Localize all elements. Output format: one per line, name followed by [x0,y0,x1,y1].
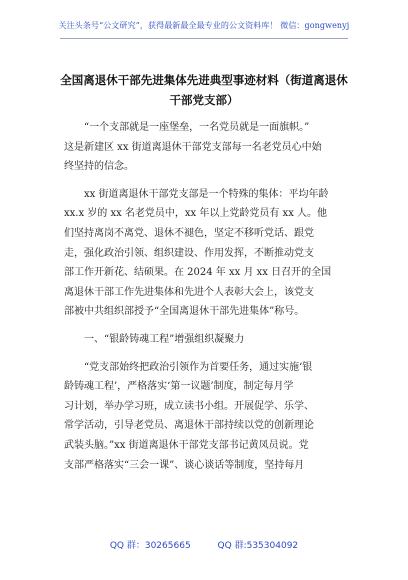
paragraph-line: 武装头脑。”xx 街道离退休干部党支部书记黄凤员说。党 [64,439,309,451]
document-title [56,70,352,110]
section-heading-text: 一、“银龄铸魂工程”增强组织凝聚力 [84,333,245,345]
header-banner: 关注头条号“公文研究”，获得最新最全最专业的公文资料库！ 微信：gongwenyj [58,21,350,30]
footer-qq-group-2: QQ 群:535304092 [217,541,299,551]
paragraph-line: 龄铸魂工程’，严格落实‘第一议题’制度，制定每月学 [64,381,294,393]
paragraph-line: 们坚持离岗不离党、退休不褪色，坚定不移听党话、跟党 [64,227,314,239]
footer-contacts [0,538,408,551]
paragraph-3 [64,358,348,476]
paragraph-line: 习计划，举办学习班，成立读书小组。开展促学、乐学、 [64,400,314,412]
paragraph-line: 这是新建区 xx 街道离退休干部党支部每一名老党员心中始 [64,141,322,153]
section-heading-1 [64,330,348,350]
footer-qq-group-1: QQ 群：30265665 [109,541,191,551]
paragraph-line: 支部严格落实“三会一课”、谈心谈话等制度，坚持每月 [64,459,305,471]
paragraph-1 [64,118,348,177]
paragraph-line: “一个支部就是一座堡垒，一名党员就是一面旗帜。” [84,122,310,133]
paragraph-line: 走，强化政治引领、组织建设、作用发挥，不断推动党支 [64,247,314,259]
paragraph-2 [64,185,348,322]
paragraph-line: 常学活动，引导老党员、离退休干部持续以党的创新理论 [64,420,314,432]
header-divider [60,38,348,39]
paragraph-line: 部被中共组织部授予“全国离退休干部先进集体”称号。 [64,306,305,318]
document-body [64,118,348,477]
paragraph-line: 终坚持的信念。 [64,161,134,173]
paragraph-line: 离退休干部工作先进集体和先进个人表彰大会上，该党支 [64,286,314,298]
paragraph-line: xx.x 岁的 xx 名老党员中，xx 年以上党龄党员有 xx 人。他 [64,208,328,220]
title-line-1: 全国离退休干部先进集体先进典型事迹材料（街道离退休 [60,73,348,87]
paragraph-line: xx 街道离退休干部党支部是一个特殊的集体：平均年龄 [84,188,329,200]
title-line-2: 干部党支部） [169,93,239,107]
paragraph-line: 部工作开新花、结硕果。在 2024 年 xx 月 xx 日召开的全国 [64,267,332,279]
paragraph-line: “党支部始终把政治引领作为首要任务，通过实施‘银 [84,361,313,373]
